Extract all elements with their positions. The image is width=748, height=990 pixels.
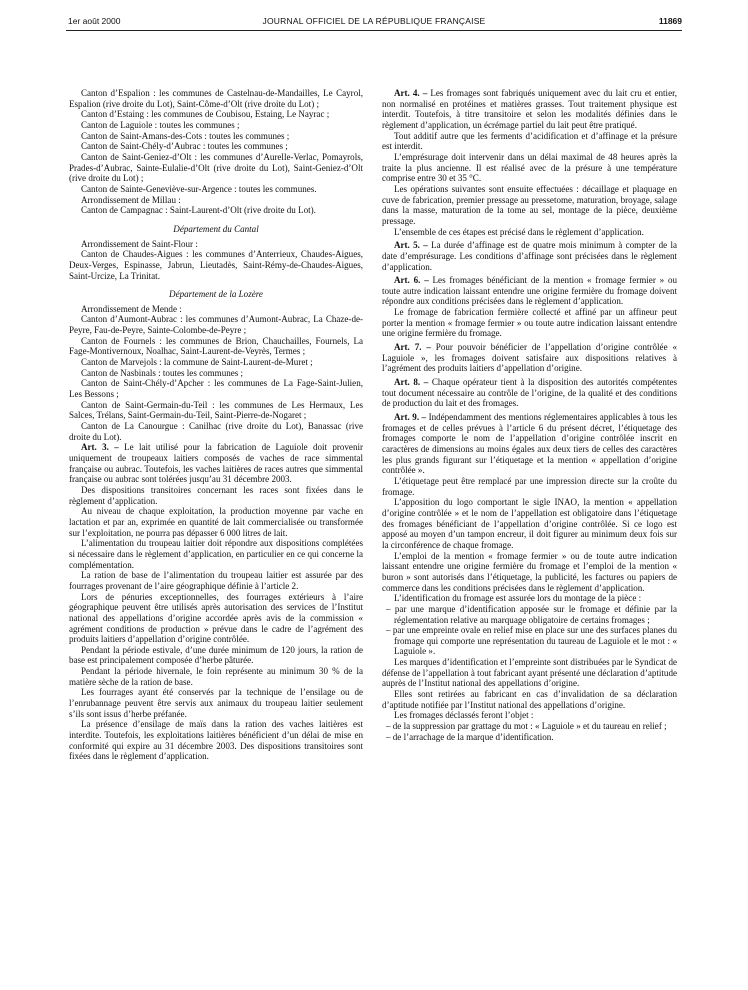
paragraph: Arrondissement de Millau :	[81, 194, 181, 205]
article-5	[382, 240, 677, 272]
paragraph: Canton de Saint-Amans-des-Cots : toutes les communes ;	[81, 130, 290, 141]
paragraph: La ration de base de l’alimentation du troupeau laitier est assurée par des fourrages provenant de l’aire géographique définie à l’article 2.	[69, 570, 363, 591]
paragraph: Canton de Marvejols : la commune de Saint-Laurent-de-Muret ;	[81, 357, 313, 368]
paragraph: Pendant la période estivale, d’une durée minimum de 120 jours, la ration de base est principalement composée d’herbe pâturée.	[69, 644, 363, 666]
paragraph: Elles sont retirées au fabricant en cas d’invalidation de sa déclaration d’aptitude notifiée par l’Institut national des appellations d’origine.	[382, 689, 677, 710]
paragraph: Des dispositions transitoires concernant les races sont fixées dans le règlement d’application.	[69, 484, 363, 506]
article-3	[69, 442, 363, 485]
article-8	[382, 377, 677, 409]
paragraph: Au niveau de chaque exploitation, la production moyenne par vache en lactation et par an, exprimée en quantité de lait commercialisée ou transformée sur l’exploitation, ne pourra pas dépasser 6 000 litres de lait.	[69, 506, 363, 538]
paragraph: Canton de Saint-Germain-du-Teil : les communes de Les Hermaux, Les Salces, Trélans, Saint-Germain-du-Teil, Saint-Pierre-de-Nogaret ;	[69, 399, 363, 421]
paragraph: Canton de Campagnac : Saint-Laurent-d’Olt (rive droite du Lot).	[81, 205, 316, 216]
paragraph: L’emprésurage doit intervenir dans un délai maximal de 48 heures après la traite la plus ancienne. Il est réalisé avec de la présure à une température comprise entre 30 et 35 °C.	[382, 151, 677, 184]
paragraph: Canton d’Aumont-Aubrac : les communes d’Aumont-Aubrac, La Chaze-de-Peyre, Fau-de-Peyre, Sainte-Colombe-de-Peyre ;	[69, 314, 363, 336]
article-label: Art. 3. –	[81, 442, 119, 453]
paragraph: Le fromage de fabrication fermière collecté et affiné par un affineur peut porter la mention « fromage fermier » ou toute autre indication laissant entendre une origine fermière du fromage.	[382, 307, 677, 339]
header-rule	[66, 30, 682, 31]
paragraph: L’emploi de la mention « fromage fermier » ou de toute autre indication laissant entendre une origine fermière du fromage et l’emploi de la mention « buron » sont autorisés dans l’étiquetage, la publicité, les factures ou papiers de commerce dans les conditions précisées dans le règlement d’application.	[382, 550, 677, 593]
paragraph: L’alimentation du troupeau laitier doit répondre aux dispositions complétées si nécessaire dans le règlement d’application, en particulier en ce qui concerne la complémentation.	[69, 538, 363, 570]
section-heading-cantal: Département du Cantal	[173, 223, 259, 234]
article-9	[382, 412, 677, 476]
paragraph: L’ensemble de ces étapes est précisé dans le règlement d’application.	[394, 226, 644, 237]
paragraph: Tout additif autre que les ferments d’acidification et d’affinage et la présure est interdit.	[382, 130, 677, 152]
paragraph: Arrondissement de Mende :	[81, 303, 182, 314]
article-text: Indépendamment des mentions réglementaires applicables à tous les fromages et de celles prévues à l’article 6 du présent décret, l’étiquetage des fromages comporte le nom de l’appellation d’origine contrôlée inscrit en caractères de dimensions au moins égales aux deux tiers de celles des caractères les plus grands figurant sur l’étiquetage et la mention « appellation d’origine contrôlée ».	[382, 412, 678, 476]
paragraph: Canton de Saint-Geniez-d’Olt : les communes d’Aurelle-Verlac, Pomayrols, Prades-d’Aubrac, Sainte-Eulalie-d’Olt (rive droite du Lot), Saint-Geniez-d’Olt (rive droite du Lot) ;	[69, 151, 363, 184]
paragraph: Canton de Chaudes-Aigues : les communes d’Anterrieux, Chaudes-Aigues, Deux-Verges, Espinasse, Jabrun, Lieutadès, Saint-Rémy-de-Chaudes-Aigues, Saint-Urcize, La Trinitat.	[69, 249, 363, 281]
paragraph: Lors de pénuries exceptionnelles, des fourrages extérieurs à l’aire géographique peuvent être utilisés après autorisation des services de l’Institut national des appellations d’origine accordée après avis de la commission « agrément conditions de production » prévue dans le cadre de l’agrément des produits laitiers d’appellation d’origine contrôlée.	[69, 591, 363, 645]
paragraph: Canton d’Estaing : les communes de Coubisou, Estaing, Le Nayrac ;	[81, 109, 330, 120]
paragraph: Les fourrages ayant été conservés par la technique de l’ensilage ou de l’enrubannage peuvent être servis aux animaux du troupeau laitier seulement s’ils sont issus d’herbe préfanée.	[69, 687, 363, 719]
list-item: – de la suppression par grattage du mot : « Laguiole » et du taureau en relief ;	[386, 721, 667, 732]
article-label: Art. 8. –	[394, 377, 429, 388]
paragraph: Canton de Sainte-Geneviève-sur-Argence : toutes les communes.	[81, 183, 317, 194]
article-7	[382, 342, 677, 374]
article-label: Art. 7. –	[394, 342, 431, 353]
list-item: – de l’arrachage de la marque d’identification.	[386, 731, 554, 742]
paragraph: Les opérations suivantes sont ensuite effectuées : décaillage et plaquage en cuve de fabrication, premier pressage au pressetome, maturation, broyage, salage dans la masse, maturation de la tome au sel, montage de la pièce, deuxième pressage.	[382, 183, 677, 226]
paragraph: Canton de Laguiole : toutes les communes ;	[81, 119, 240, 130]
article-text: Les fromages bénéficiant de la mention « fromage fermier » ou toute autre indication laissant entendre une origine fermière du fromage doivent répondre aux conditions précisées dans le règlement d’application.	[382, 275, 678, 307]
page-number: 11869	[658, 16, 682, 26]
article-label: Art. 4. –	[394, 88, 428, 98]
list-item: – par une marque d’identification apposée sur le fromage et définie par la réglementation relative au marquage obligatoire de certains fromages ;	[386, 603, 677, 625]
article-text: Les fromages sont fabriqués uniquement avec du lait cru et entier, non normalisé en protéines et matières grasses. Tout traitement physique est interdit. Toutefois, à titre transitoire et selon les modalités définies dans le règlement d’application, un écrémage partiel du lait peut être pratiqué.	[382, 88, 677, 130]
list-item: – par une empreinte ovale en relief mise en place sur une des surfaces planes du fromage qui comporte une représentation du taureau de Laguiole et le mot : « Laguiole ».	[386, 625, 677, 657]
article-text: Pour pouvoir bénéficier de l’appellation d’origine contrôlée « Laguiole », les fromages doivent satisfaire aux dispositions relatives à l’agrément des produits laitiers d’appellation d’origine.	[382, 342, 677, 374]
paragraph: Canton de Fournels : les communes de Brion, Chauchailles, Fournels, La Fage-Montivernoux, Noalhac, Saint-Laurent-de-Veyrès, Termes ;	[69, 335, 363, 357]
paragraph: Canton de Nasbinals : toutes les communes ;	[81, 367, 244, 378]
article-label: Art. 9. –	[394, 412, 427, 423]
journal-title: JOURNAL OFFICIEL DE LA RÉPUBLIQUE FRANÇAISE	[262, 16, 486, 26]
article-text: Le lait utilisé pour la fabrication de Laguiole doit provenir uniquement de troupeaux laitiers composés de vaches de race simmental française ou aubrac. Toutefois, les vaches laitières de races autres que simmental française ou aubrac sont tolérées jusqu’au 31 décembre 2003.	[69, 442, 363, 485]
paragraph: Arrondissement de Saint-Flour :	[81, 238, 198, 249]
paragraph: Pendant la période hivernale, le foin représente au minimum 30 % de la matière sèche de la ration de base.	[69, 666, 363, 687]
paragraph: Canton de Saint-Chély-d’Aubrac : toutes les communes ;	[81, 141, 288, 152]
article-label: Art. 6. –	[394, 275, 429, 286]
article-4	[382, 88, 677, 131]
article-text: Chaque opérateur tient à la disposition des autorités compétentes tout document nécessaire au contrôle de l’origine, de la qualité et des conditions de production du lait et des fromages.	[382, 377, 677, 409]
paragraph: L’étiquetage peut être remplacé par une impression directe sur la croûte du fromage.	[382, 475, 677, 497]
paragraph: Canton d’Espalion : les communes de Castelnau-de-Mandailles, Le Cayrol, Espalion (rive droite du Lot), Saint-Côme-d’Olt (rive droite du Lot) ;	[69, 88, 363, 109]
article-text: La durée d’affinage est de quatre mois minimum à compter de la date d’emprésurage. Les conditions d’affinage sont précisées dans le règlement d’application.	[382, 240, 677, 272]
paragraph: Canton de La Canourgue : Canilhac (rive droite du Lot), Banassac (rive droite du Lot).	[69, 421, 363, 442]
paragraph: La présence d’ensilage de maïs dans la ration des vaches laitières est interdite. Toutefois, les exploitations laitières bénéficient d’un délai de mise en conformité qui expire au 31 décembre 2003. Des dispositions transitoires sont fixées dans le règlement d’application.	[69, 719, 363, 762]
article-6	[382, 275, 677, 307]
section-heading-lozere: Département de la Lozère	[169, 289, 263, 300]
article-label: Art. 5. –	[394, 240, 428, 251]
paragraph: Les fromages déclassés feront l’objet :	[394, 710, 534, 721]
left-column	[69, 88, 363, 762]
paragraph: L’identification du fromage est assurée lors du montage de la pièce :	[394, 593, 642, 604]
right-column	[382, 88, 677, 742]
issue-date: 1er août 2000	[68, 16, 121, 26]
paragraph: L’apposition du logo comportant le sigle INAO, la mention « appellation d’origine contrôlée » et le nom de l’appellation est obligatoire dans l’étiquetage des fromages bénéficiant de l’appellation d’origine contrôlée. Si ce logo est apposé au moyen d’un tampon encreur, il doit figurer au minimum deux fois sur la circonférence de chaque fromage.	[382, 497, 677, 550]
paragraph: Canton de Saint-Chély-d’Apcher : les communes de La Fage-Saint-Julien, Les Bessons ;	[69, 378, 363, 400]
paragraph: Les marques d’identification et l’empreinte sont distribuées par le Syndicat de défense de l’appellation à tout fabricant ayant présenté une déclaration d’aptitude auprès de l’Institut national des appellations d’origine.	[382, 657, 677, 689]
